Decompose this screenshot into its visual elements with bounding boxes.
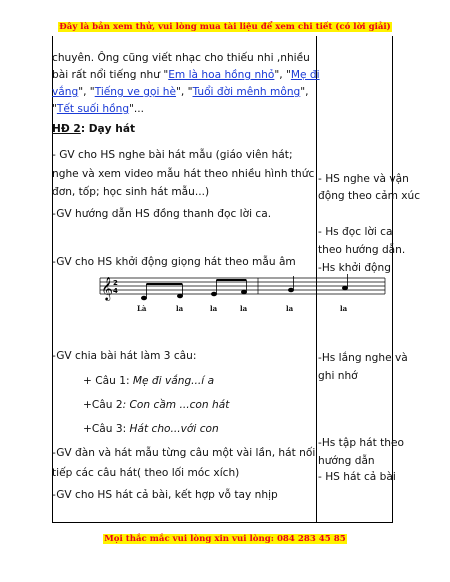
- time-signature-bottom: 4: [113, 287, 118, 295]
- p1-line-3: đơn, tốp; học sinh hát mẫu...): [52, 186, 210, 198]
- p5-line-2: tiếp các câu hát( theo lối móc xích): [52, 467, 240, 479]
- intro-line-4: [52, 101, 144, 117]
- right-r5-line-2: hướng dẫn: [318, 455, 375, 467]
- intro-text: bài rất nổi tiếng như ": [52, 69, 169, 81]
- section-heading: [52, 121, 135, 137]
- lyric-3: la: [210, 304, 218, 313]
- song-link-tuoi-doi-menh-mong[interactable]: Tuổi đời mênh mông: [192, 86, 301, 98]
- p2-text: -GV hướng dẫn HS đồng thanh đọc lời ca.: [52, 208, 272, 220]
- song-link-tet-suoi-hong[interactable]: Tết suối hồng: [56, 103, 130, 115]
- cau-1-label: + Câu 1:: [83, 375, 133, 387]
- lyric-5: la: [286, 304, 294, 313]
- cau-2-label: +Câu 2: [83, 399, 123, 411]
- preview-banner-text: Đây là bản xem thử, vui lòng mua tài liệu để xem chi tiết (có lời giải): [59, 22, 391, 32]
- separator: ", ": [176, 86, 193, 98]
- cau-3: [83, 421, 219, 437]
- treble-clef-icon: 𝄞: [101, 276, 113, 300]
- right-r2-line-1: - Hs đọc lời ca: [318, 226, 393, 238]
- music-staff: [48, 272, 388, 312]
- right-r2-line-2: theo hướng dẫn.: [318, 244, 406, 256]
- right-r4-line-1: -Hs lắng nghe và: [318, 352, 408, 364]
- preview-banner: [0, 22, 450, 32]
- separator: ", ": [78, 86, 95, 98]
- contact-footer: [0, 534, 450, 544]
- cau-2-text: : Con cầm ...con hát: [122, 399, 230, 411]
- p4-text: -GV chia bài hát làm 3 câu:: [52, 350, 197, 362]
- intro-line-1: chuyên. Ông cũng viết nhạc cho thiếu nhi ,nhiều: [52, 52, 310, 64]
- lyric-4: la: [240, 304, 248, 313]
- heading-label: HĐ 2: [52, 123, 81, 135]
- cau-1: [83, 373, 214, 389]
- intro-line-2: [52, 67, 320, 83]
- right-r1-line-1: - HS nghe và vận: [318, 173, 409, 185]
- cau-1-text: Mẹ đi vắng...í a: [132, 375, 215, 387]
- lyric-6: la: [340, 304, 348, 313]
- song-link-me-di-vang[interactable]: Mẹ đi: [290, 69, 320, 81]
- separator: ", ": [274, 69, 291, 81]
- right-r1-line-2: động theo cảm xúc: [318, 190, 421, 202]
- lyric-1: Là: [137, 304, 147, 313]
- song-link-me-di-vang-cont[interactable]: vắng: [52, 86, 79, 98]
- contact-footer-text: Mọi thắc mắc vui lòng xin vui lòng: 084 283 45 85: [104, 534, 346, 544]
- heading-text: : Dạy hát: [80, 123, 136, 135]
- p1-line-2: nghe và xem video mẫu hát theo nhiều hình thức: [52, 168, 315, 180]
- lyric-2: la: [176, 304, 184, 313]
- cau-3-text: Hát cho...với con: [129, 423, 219, 435]
- time-signature-top: 2: [113, 279, 118, 287]
- separator: ": [52, 103, 57, 115]
- p3-text: -GV cho HS khởi động giọng hát theo mẫu âm: [52, 256, 296, 268]
- cau-3-label: +Câu 3:: [83, 423, 130, 435]
- right-r5-line-1: -Hs tập hát theo: [318, 437, 405, 449]
- p1-line-1: - GV cho HS nghe bài hát mẫu (giáo viên hát;: [52, 149, 293, 161]
- p5-line-1: -GV đàn và hát mẫu từng câu một vài lần, hát nối: [52, 447, 316, 459]
- cau-2: [83, 397, 229, 413]
- song-link-em-la-hoa-hong-nho[interactable]: Em là hoa hồng nhỏ: [168, 69, 275, 81]
- right-r4-line-2: ghi nhớ: [318, 370, 358, 382]
- song-link-tieng-ve-goi-he[interactable]: Tiếng ve gọi hè: [94, 86, 177, 98]
- p6-text: -GV cho HS hát cả bài, kết hợp vỗ tay nhịp: [52, 489, 278, 501]
- right-r3: -Hs khởi động: [318, 262, 391, 274]
- intro-line-3: [52, 84, 309, 100]
- separator: ",: [300, 86, 309, 98]
- separator: "...: [129, 103, 145, 115]
- right-r6: - HS hát cả bài: [318, 471, 396, 483]
